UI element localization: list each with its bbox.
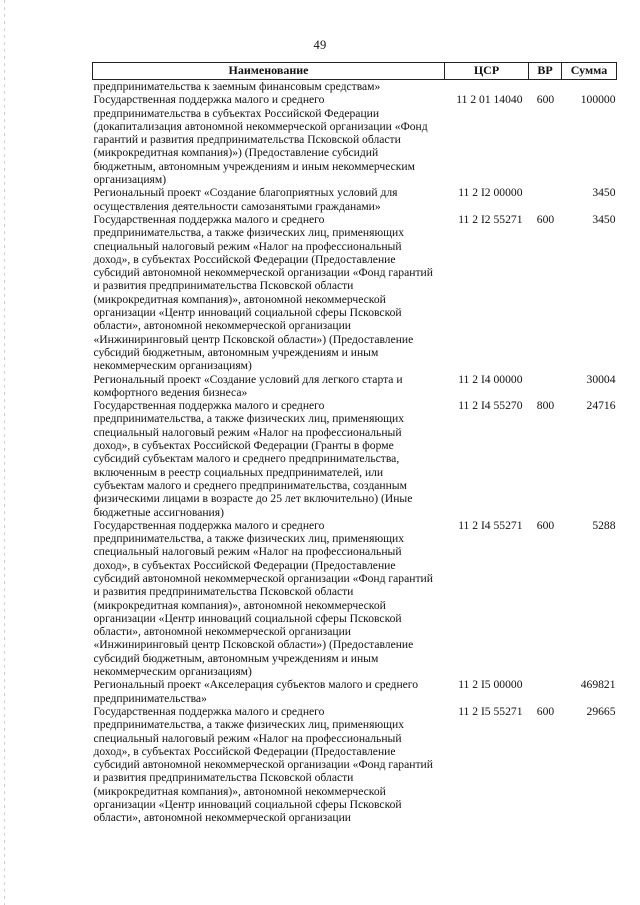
cell-name: предпринимательства к заемным финансовым средствам» <box>93 80 381 93</box>
table-row <box>93 519 617 679</box>
cell-csr: 11 2 01 14040 <box>456 93 523 107</box>
table-header-row <box>93 63 617 80</box>
cell-sum: 30004 <box>586 372 616 386</box>
header-sum: Сумма <box>562 63 617 80</box>
table-row <box>93 186 617 213</box>
header-name: Наименование <box>93 63 445 80</box>
table-row <box>93 80 617 94</box>
cell-sum: 469821 <box>580 678 616 692</box>
cell-sum: 29665 <box>586 704 616 718</box>
cell-name: Региональный проект «Создание условий для легкого старта и комфортного ведения бизнеса» <box>93 372 403 399</box>
cell-name: Государственная поддержка малого и среднего предпринимательства в субъектах Российской Федерации (докапитализация автономной некоммерческой организации «Фонд гарантий и развития предпринимательства Псковской области (микрокредитная компания)») (Предоставление субсидий бюджетным, автономным учреждениям и иным некоммерческим организациям) <box>93 93 428 187</box>
cell-csr: 11 2 I4 55270 <box>458 399 523 413</box>
cell-vr: 600 <box>536 212 555 226</box>
cell-vr <box>529 80 562 94</box>
cell-csr: 11 2 I5 00000 <box>458 678 523 692</box>
table-row <box>93 678 617 705</box>
cell-vr: 800 <box>536 399 555 413</box>
cell-vr: 600 <box>536 518 555 532</box>
cell-csr: 11 2 I2 55271 <box>458 212 523 226</box>
cell-csr: 11 2 I2 00000 <box>458 186 523 200</box>
cell-sum: 3450 <box>592 186 616 200</box>
cell-vr: 600 <box>536 704 555 718</box>
budget-table <box>92 62 617 825</box>
cell-csr <box>445 80 529 94</box>
table-row <box>93 213 617 373</box>
cell-name: Государственная поддержка малого и среднего предпринимательства, а также физических лиц, применяющих специальный налоговый режим «Налог на профессиональный доход», в субъектах Российской Федерации (Предоставление субсидий автономной некоммерческой организации «Фонд гарантий и развития предпринимательства Псковской области (микрокредитная компания)», автономной некоммерческой организации «Центр инноваций социальной сферы Псковской области», автономной некоммерческой организации <box>93 704 433 825</box>
cell-sum: 100000 <box>580 93 616 107</box>
cell-csr: 11 2 I4 00000 <box>458 372 523 386</box>
table-row <box>93 373 617 400</box>
table-row <box>93 399 617 519</box>
budget-table-sheet <box>92 62 616 825</box>
cell-vr <box>529 678 562 705</box>
page-number: 49 <box>313 38 327 52</box>
cell-name: Региональный проект «Акселерация субъектов малого и среднего предпринимательства» <box>93 678 419 705</box>
cell-name: Государственная поддержка малого и среднего предпринимательства, а также физических лиц, применяющих специальный налоговый режим «Налог на профессиональный доход», в субъектах Российской Федерации (Предоставление субсидий автономной некоммерческой организации «Фонд гарантий и развития предпринимательства Псковской области (микрокредитная компания)», автономной некоммерческой организации «Центр инноваций социальной сферы Псковской области», автономной некоммерческой организации «Инжиниринговый центр Псковской области») (Предоставление субсидий бюджетным, автономным учреждениям и иным некоммерческим организациям) <box>93 212 433 373</box>
cell-csr: 11 2 I4 55271 <box>458 518 523 532</box>
table-row <box>93 93 617 186</box>
cell-name: Государственная поддержка малого и среднего предпринимательства, а также физических лиц, применяющих специальный налоговый режим «Налог на профессиональный доход», в субъектах Российской Федерации (Предоставление субсидий автономной некоммерческой организации «Фонд гарантий и развития предпринимательства Псковской области (микрокредитная компания)», автономной некоммерческой организации «Центр инноваций социальной сферы Псковской области», автономной некоммерческой организации «Инжиниринговый центр Псковской области») (Предоставление субсидий бюджетным, автономным учреждениям и иным некоммерческим организациям) <box>93 518 433 679</box>
header-csr: ЦСР <box>445 63 529 80</box>
cell-csr: 11 2 I5 55271 <box>458 704 523 718</box>
cell-vr <box>529 373 562 400</box>
header-vr: ВР <box>529 63 562 80</box>
table-row <box>93 705 617 825</box>
scan-edge-line <box>4 0 5 905</box>
cell-name: Государственная поддержка малого и среднего предпринимательства, а также физических лиц, применяющих специальный налоговый режим «Налог на профессиональный доход», в субъектах Российской Федерации (Гранты в форме субсидий субъектам малого и среднего предпринимательства, включенным в реестр социальных предпринимателей, или субъектам малого и среднего предпринимательства, созданным физическими лицами в возрасте до 25 лет включительно) (Иные бюджетные ассигнования) <box>93 399 413 519</box>
cell-sum: 3450 <box>592 212 616 226</box>
cell-name: Региональный проект «Создание благоприятных условий для осуществления деятельности самозанятыми гражданами» <box>93 186 398 213</box>
cell-vr <box>529 186 562 213</box>
cell-sum: 5288 <box>592 518 616 532</box>
cell-sum <box>562 80 617 94</box>
cell-vr: 600 <box>536 93 555 107</box>
cell-sum: 24716 <box>586 399 616 413</box>
